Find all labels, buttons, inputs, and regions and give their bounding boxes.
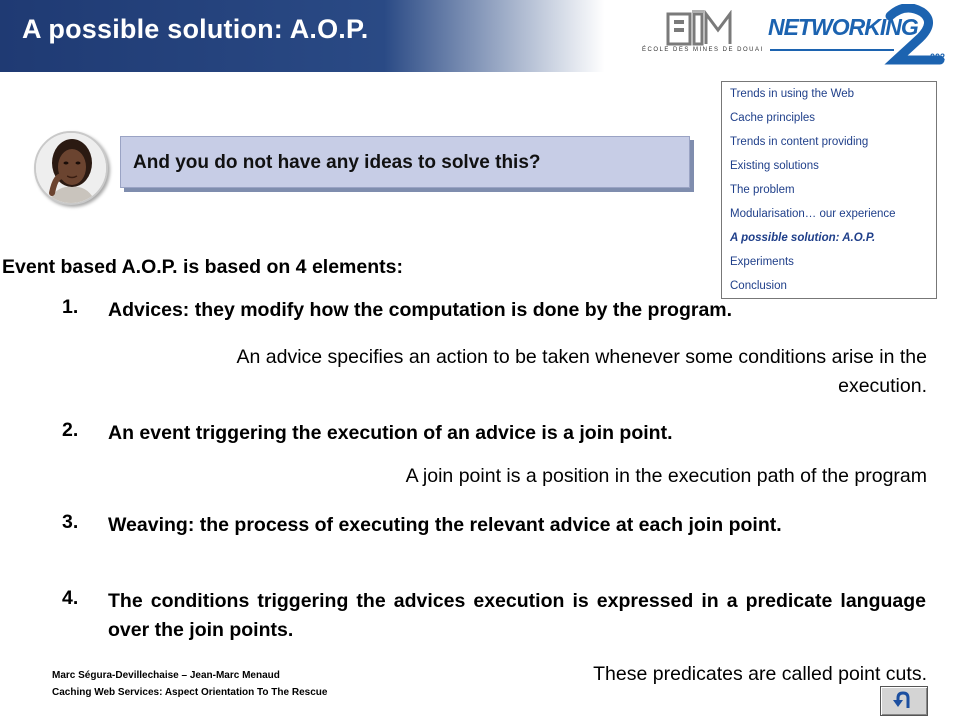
item-advices: Advices: they modify how the computation is done by the program. — [108, 299, 733, 321]
item-conditions-detail: These predicates are called point cuts. — [593, 663, 927, 685]
item-number: 3. — [62, 511, 79, 533]
item-number: 4. — [62, 587, 79, 609]
item-advices-detail: An advice specifies an action to be taken whenever some conditions arise in the execution. — [236, 346, 927, 397]
toc-item-experiments[interactable]: Experiments — [730, 256, 794, 268]
footer-authors: Marc Ségura-Devillechaise – Jean-Marc Menaud — [52, 670, 280, 681]
item-weaving: Weaving: the process of executing the relevant advice at each join point. — [108, 514, 782, 536]
avatar — [34, 131, 108, 205]
item-number: 1. — [62, 296, 79, 318]
intro-heading: Event based A.O.P. is based on 4 elements: — [2, 256, 403, 278]
question-callout — [120, 136, 690, 188]
item-number: 2. — [62, 419, 79, 441]
return-arrow-icon — [881, 687, 927, 715]
toc-item-aop-active[interactable]: A possible solution: A.O.P. — [730, 232, 876, 244]
networking-year: 002 — [930, 52, 946, 62]
toc-item-the-problem[interactable]: The problem — [730, 184, 795, 196]
slide-title: A possible solution: A.O.P. — [22, 14, 369, 44]
callout-text: And you do not have any ideas to solve this? — [133, 152, 541, 173]
item-join-point-detail: A join point is a position in the execution path of the program — [405, 465, 927, 487]
toc-item-conclusion[interactable]: Conclusion — [730, 280, 787, 292]
networking-wordmark: NETWORKING — [768, 14, 918, 40]
toc-item-trends-web[interactable]: Trends in using the Web — [730, 88, 855, 100]
toc-item-cache-principles[interactable]: Cache principles — [730, 112, 816, 124]
item-conditions: The conditions triggering the advices execution is expressed in a predicate language over the join points. — [108, 590, 926, 641]
toc-item-modularisation[interactable]: Modularisation… our experience — [730, 208, 896, 220]
return-button[interactable] — [880, 686, 928, 716]
toc-item-trends-content[interactable]: Trends in content providing — [730, 136, 869, 148]
person-portrait-icon — [36, 133, 106, 203]
table-of-contents — [721, 81, 937, 299]
item-join-point: An event triggering the execution of an advice is a join point. — [108, 422, 673, 444]
eim-caption: ÉCOLE DES MINES DE DOUAI — [642, 47, 764, 53]
toc-item-existing-solutions[interactable]: Existing solutions — [730, 160, 819, 172]
footer-talk-title: Caching Web Services: Aspect Orientation To The Rescue — [52, 687, 328, 698]
